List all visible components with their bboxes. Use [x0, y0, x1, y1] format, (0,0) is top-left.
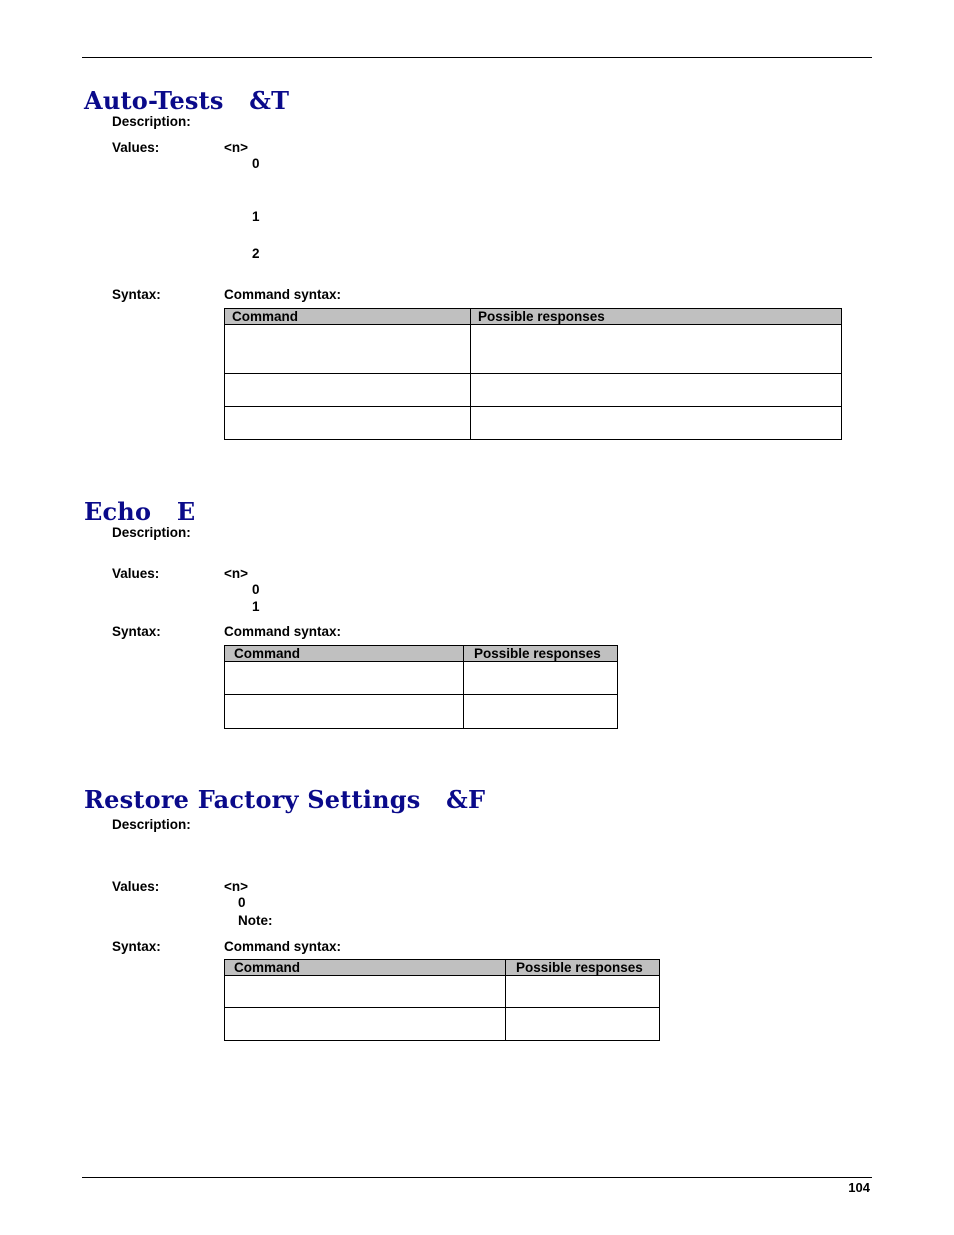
header-rule [82, 57, 872, 58]
table-row [225, 325, 842, 374]
description-label: Description: [112, 525, 191, 540]
table-row [225, 407, 842, 440]
table-cell [464, 695, 618, 729]
value-item: 0 [238, 895, 246, 910]
command-syntax-label: Command syntax: [224, 939, 342, 954]
table-cell [471, 325, 842, 374]
table-header-row [225, 309, 842, 325]
syntax-label: Syntax: [112, 939, 161, 954]
command-syntax-table [224, 308, 842, 440]
footer-rule [82, 1177, 872, 1178]
table-cell [225, 374, 471, 407]
command-syntax-table [224, 959, 660, 1041]
table-cell [464, 662, 618, 695]
table-row [225, 374, 842, 407]
section-title-echo: Echo E [84, 497, 196, 526]
syntax-label: Syntax: [112, 624, 161, 639]
table-cell [225, 407, 471, 440]
column-header-command: Command [225, 646, 464, 662]
table-cell [506, 1008, 660, 1041]
column-header-responses: Possible responses [464, 646, 618, 662]
column-header-command: Command [225, 309, 471, 325]
section-title-restore-factory-settings: Restore Factory Settings &F [84, 785, 486, 814]
value-item: 0 [252, 582, 260, 597]
values-label: Values: [112, 140, 160, 155]
description-label: Description: [112, 817, 191, 832]
table-cell [471, 374, 842, 407]
table-header-row [225, 960, 660, 976]
value-item: 2 [252, 246, 260, 261]
values-label: Values: [112, 566, 160, 581]
note-label: Note: [238, 913, 273, 928]
value-item: 1 [252, 599, 260, 614]
table-row [225, 976, 660, 1008]
table-row [225, 1008, 660, 1041]
value-item: 0 [252, 156, 260, 171]
table-header-row [225, 646, 618, 662]
table-row [225, 662, 618, 695]
column-header-responses: Possible responses [506, 960, 660, 976]
table-cell [506, 976, 660, 1008]
page-number: 104 [848, 1180, 870, 1195]
table-cell [225, 976, 506, 1008]
command-syntax-label: Command syntax: [224, 287, 342, 302]
command-syntax-table [224, 645, 618, 729]
command-syntax-label: Command syntax: [224, 624, 342, 639]
description-label: Description: [112, 114, 191, 129]
table-cell [225, 1008, 506, 1041]
table-cell [471, 407, 842, 440]
value-item: 1 [252, 209, 260, 224]
param-name: <n> [224, 566, 249, 581]
table-cell [225, 662, 464, 695]
table-row [225, 695, 618, 729]
param-name: <n> [224, 879, 249, 894]
column-header-command: Command [225, 960, 506, 976]
param-name: <n> [224, 140, 249, 155]
syntax-label: Syntax: [112, 287, 161, 302]
table-cell [225, 325, 471, 374]
table-cell [225, 695, 464, 729]
values-label: Values: [112, 879, 160, 894]
column-header-responses: Possible responses [471, 309, 842, 325]
section-title-auto-tests: Auto-Tests &T [84, 86, 290, 115]
